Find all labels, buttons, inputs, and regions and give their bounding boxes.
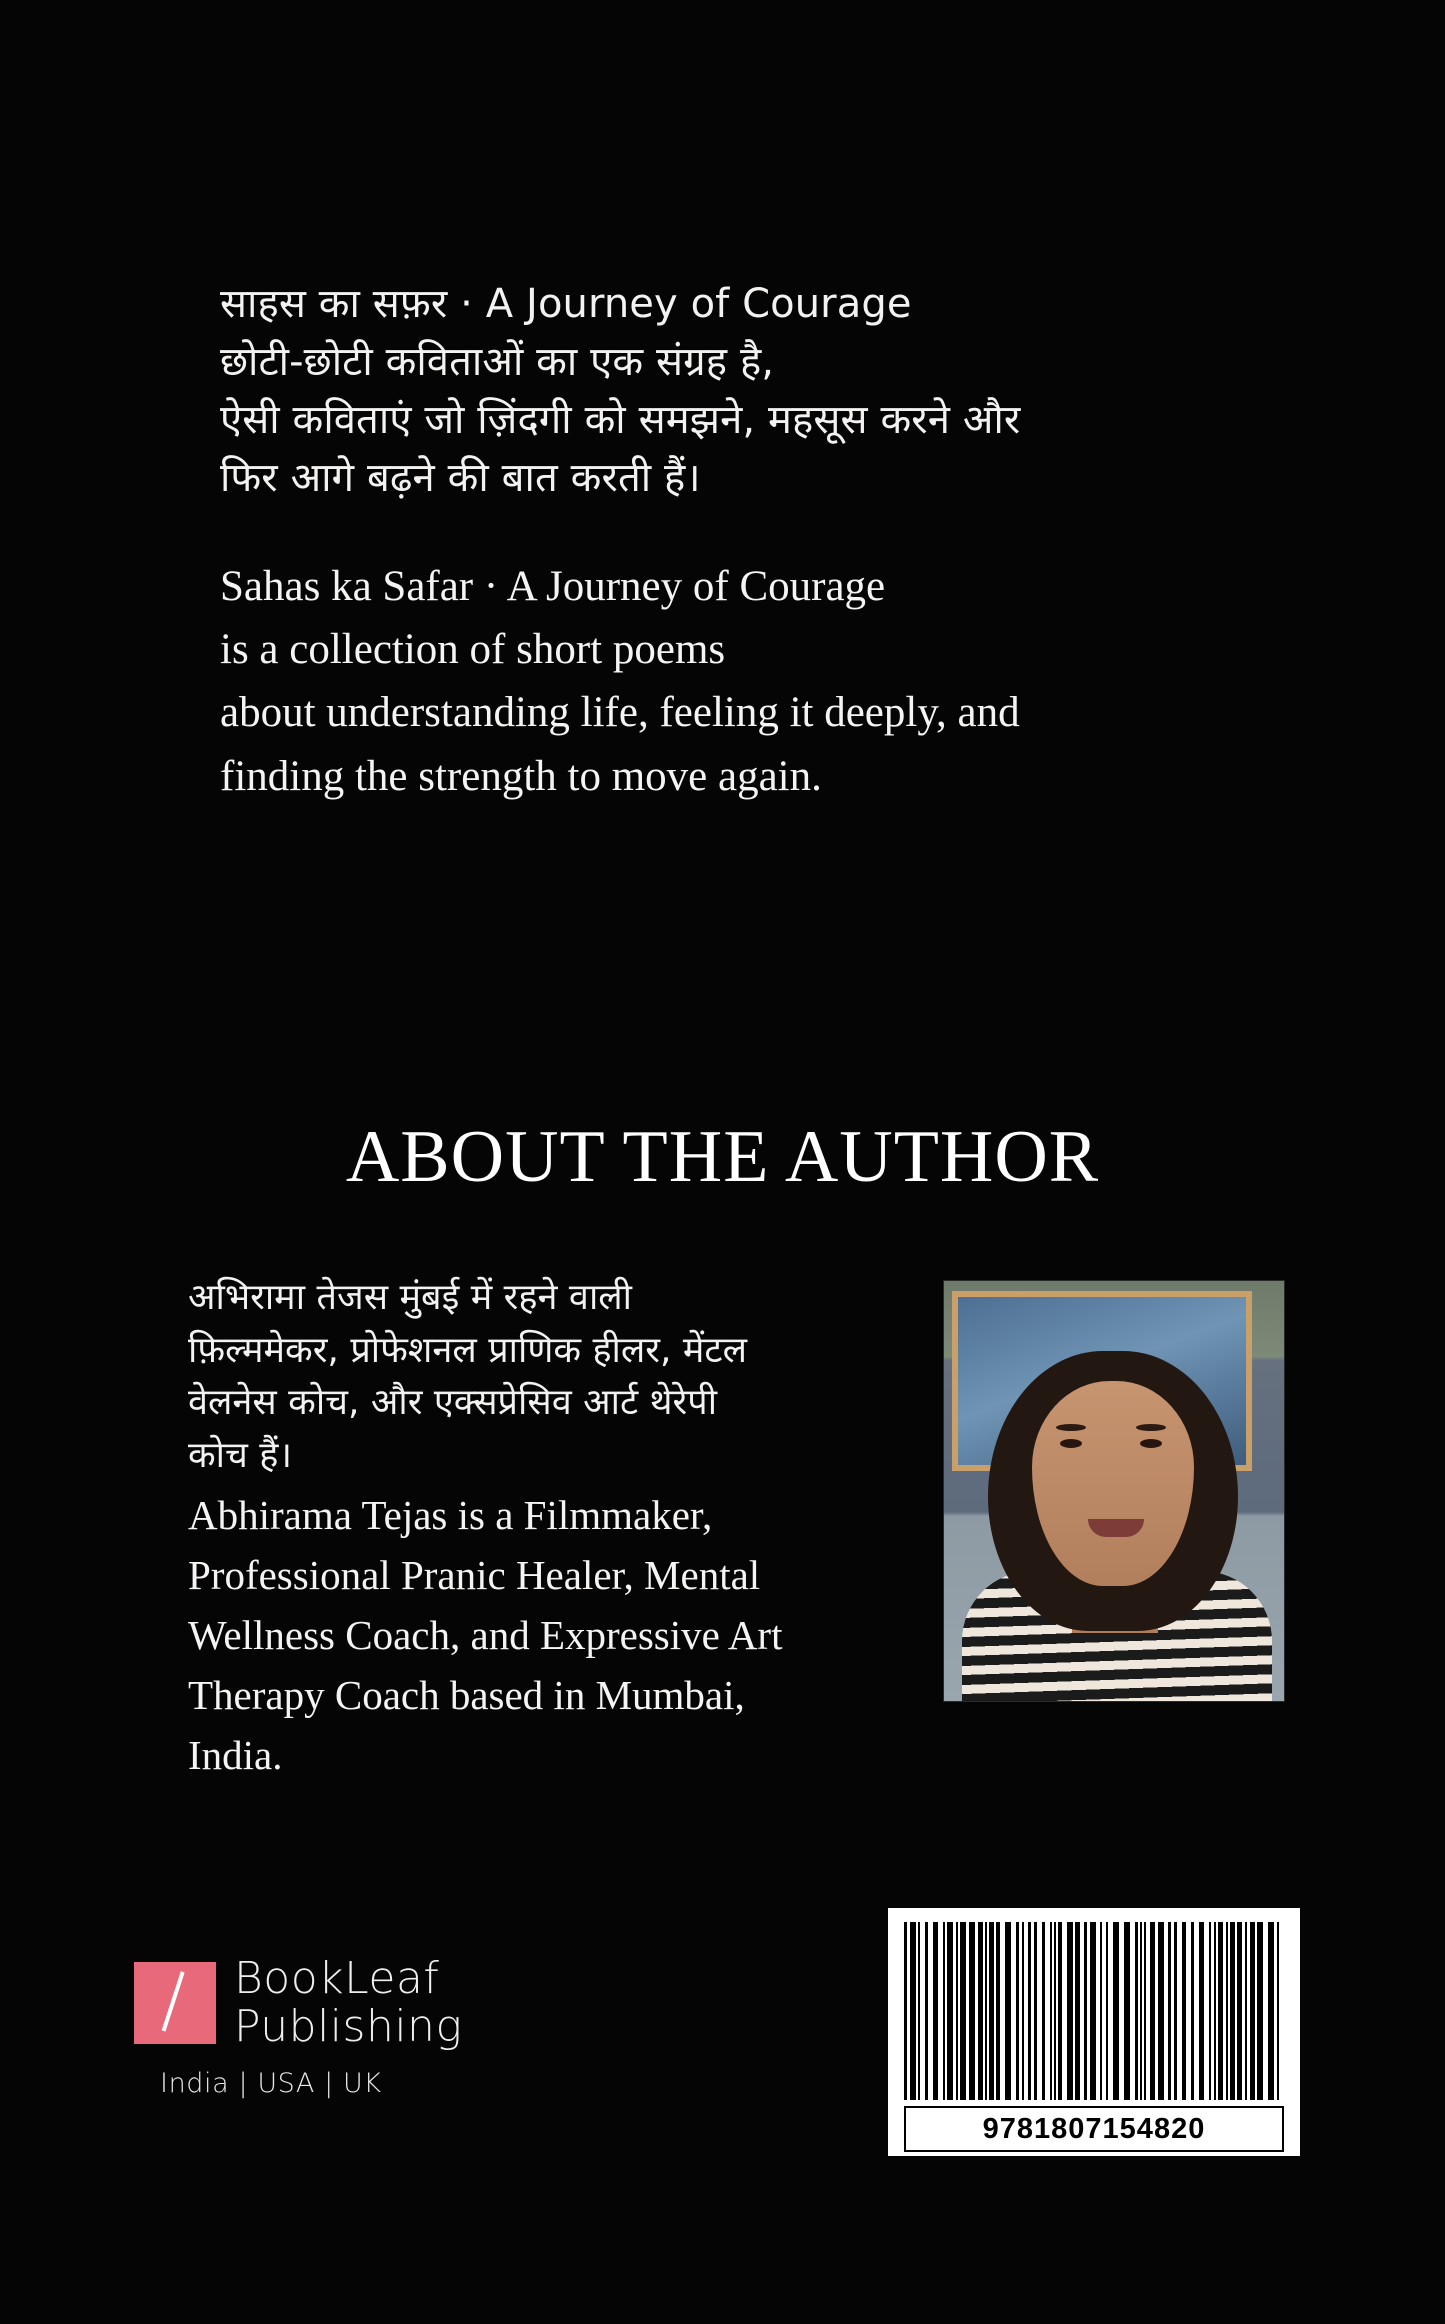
blurb-english-line-2: is a collection of short poems [220,626,726,674]
blurb-hindi [220,275,1240,507]
author-photo [943,1280,1285,1702]
isbn-number: 9781807154820 [904,2106,1284,2152]
bio-english-line-5: India. [188,1731,283,1778]
publisher-name-line-1: BookLeaf [234,1953,440,2004]
photo-face [1032,1381,1194,1586]
bio-english-line-2: Professional Pranic Healer, Mental [188,1552,761,1599]
blurb-hindi-line-3: ऐसी कविताएं जो ज़िंदगी को समझने, महसूस करने और [220,397,1021,443]
blurb-hindi-line-1: साहस का सफ़र · A Journey of Courage [220,281,912,327]
bio-english-line-4: Therapy Coach based in Mumbai, [188,1671,745,1718]
photo-eyebrow-right [1136,1424,1166,1431]
publisher-regions: India | USA | UK [160,2068,382,2100]
bio-english-line-1: Abhirama Tejas is a Filmmaker, [188,1492,713,1539]
author-bio-hindi [188,1272,948,1482]
about-the-author-heading: ABOUT THE AUTHOR [345,1116,1100,1198]
bio-english-line-3: Wellness Coach, and Expressive Art [188,1611,783,1658]
author-bio [188,1272,948,1785]
publisher-name-line-2: Publishing [234,2000,463,2052]
barcode-bars [904,1922,1284,2100]
bio-hindi-line-2: फ़िल्ममेकर, प्रोफेशनल प्राणिक हीलर, मेंटल [188,1329,747,1371]
isbn-barcode [888,1908,1300,2156]
photo-eyebrow-left [1056,1424,1086,1431]
blurb-hindi-line-4: फिर आगे बढ़ने की बात करती हैं। [220,455,701,501]
photo-eye-right [1140,1439,1162,1448]
blurb-english [220,555,1240,808]
blurb-english-line-3: about understanding life, feeling it deeply, and [220,689,1020,737]
blurb-english-line-1: Sahas ka Safar · A Journey of Courage [220,563,886,610]
book-blurb [220,275,1240,808]
bookleaf-slash-icon [134,1962,216,2044]
bio-hindi-line-4: कोच हैं। [188,1434,293,1476]
publisher-logo [134,1955,554,2099]
bio-hindi-line-3: वेलनेस कोच, और एक्सप्रेसिव आर्ट थेरेपी [188,1382,718,1424]
blurb-hindi-line-2: छोटी-छोटी कविताओं का एक संग्रह है, [220,339,775,385]
bio-hindi-line-1: अभिरामा तेजस मुंबई में रहने वाली [188,1277,633,1318]
publisher-name [234,1955,462,2050]
photo-eye-left [1060,1439,1082,1448]
publisher-logo-row [134,1955,554,2050]
author-bio-english [188,1486,948,1785]
blurb-english-line-4: finding the strength to move again. [220,752,822,800]
